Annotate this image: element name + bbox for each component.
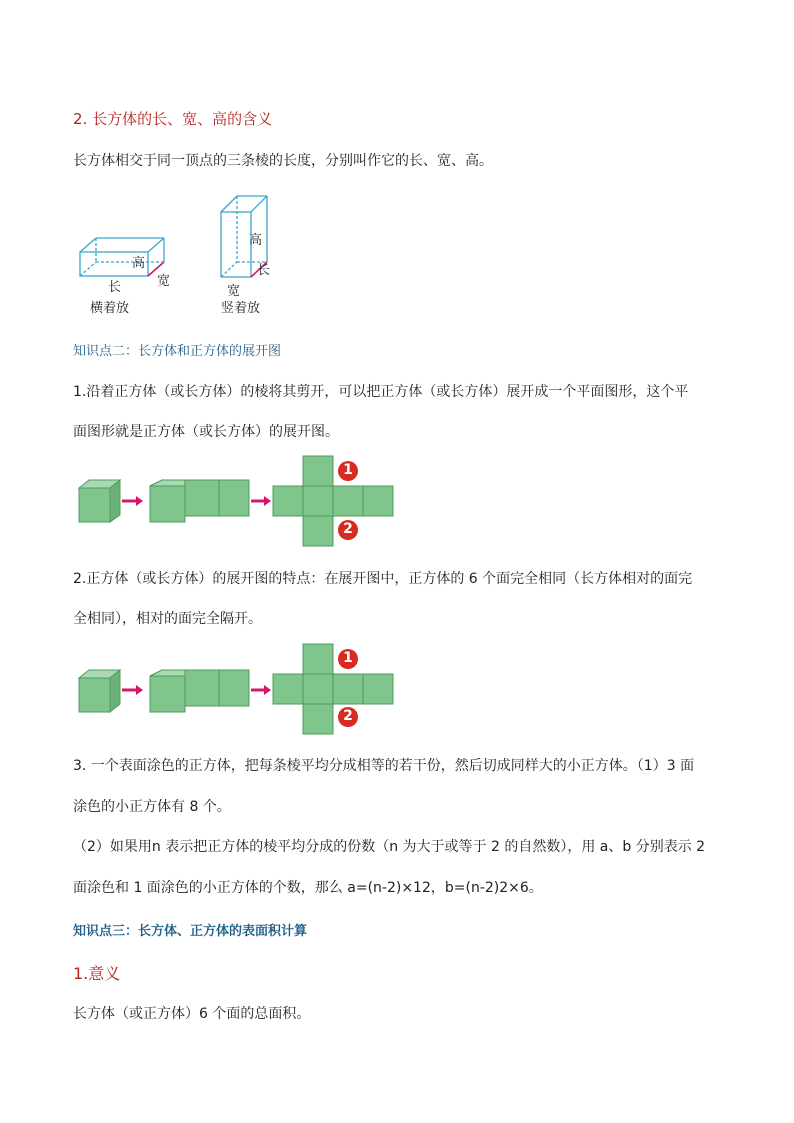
knowledge-point-heading-3: 知识点三：长方体、正方体的表面积计算 bbox=[73, 924, 308, 939]
caption-vertical: 竖着放 bbox=[221, 301, 261, 316]
badge-two: 2 bbox=[343, 521, 353, 537]
paragraph: 1.沿着正方体（或长方体）的棱将其剪开，可以把正方体（或长方体）展开成一个平面图形，这个平 bbox=[73, 384, 689, 400]
label-kuan-h: 宽 bbox=[157, 274, 171, 289]
paragraph: 3. 一个表面涂色的正方体，把每条棱平均分成相等的若干份，然后切成同样大的小正方体。（1）3 面 bbox=[73, 758, 695, 774]
label-gao-h: 高 bbox=[132, 256, 146, 271]
paragraph: 长方体相交于同一顶点的三条棱的长度，分别叫作它的长、宽、高。 bbox=[73, 153, 493, 169]
paragraph: 长方体（或正方体）6 个面的总面积。 bbox=[73, 1006, 311, 1022]
label-gao-v: 高 bbox=[249, 233, 263, 248]
caption-horizontal: 横着放 bbox=[90, 301, 130, 316]
label-chang-v: 长 bbox=[257, 263, 271, 278]
knowledge-point-heading: 知识点二：长方体和正方体的展开图 bbox=[73, 344, 282, 359]
section-heading: 2. 长方体的长、宽、高的含义 bbox=[73, 110, 273, 128]
paragraph: 涂色的小正方体有 8 个。 bbox=[73, 799, 231, 815]
badge-one-2: 1 bbox=[343, 650, 353, 666]
paragraph: 面图形就是正方体（或长方体）的展开图。 bbox=[73, 424, 339, 440]
badge-one: 1 bbox=[343, 462, 353, 478]
paragraph: 2.正方体（或长方体）的展开图的特点：在展开图中，正方体的 6 个面完全相同（长方体相对的面完 bbox=[73, 571, 693, 587]
label-kuan-v: 宽 bbox=[227, 284, 241, 299]
label-chang-h: 长 bbox=[108, 280, 122, 295]
paragraph: 面涂色和 1 面涂色的小正方体的个数，那么 a=(n-2)×12，b=(n-2)2×6。 bbox=[73, 880, 543, 896]
sub-heading: 1.意义 bbox=[73, 964, 121, 983]
badge-two-2: 2 bbox=[343, 708, 353, 724]
paragraph: 全相同），相对的面完全隔开。 bbox=[73, 611, 262, 627]
paragraph: （2）如果用n 表示把正方体的棱平均分成的份数（n 为大于或等于 2 的自然数），用 a、b 分别表示 2 bbox=[73, 839, 706, 855]
